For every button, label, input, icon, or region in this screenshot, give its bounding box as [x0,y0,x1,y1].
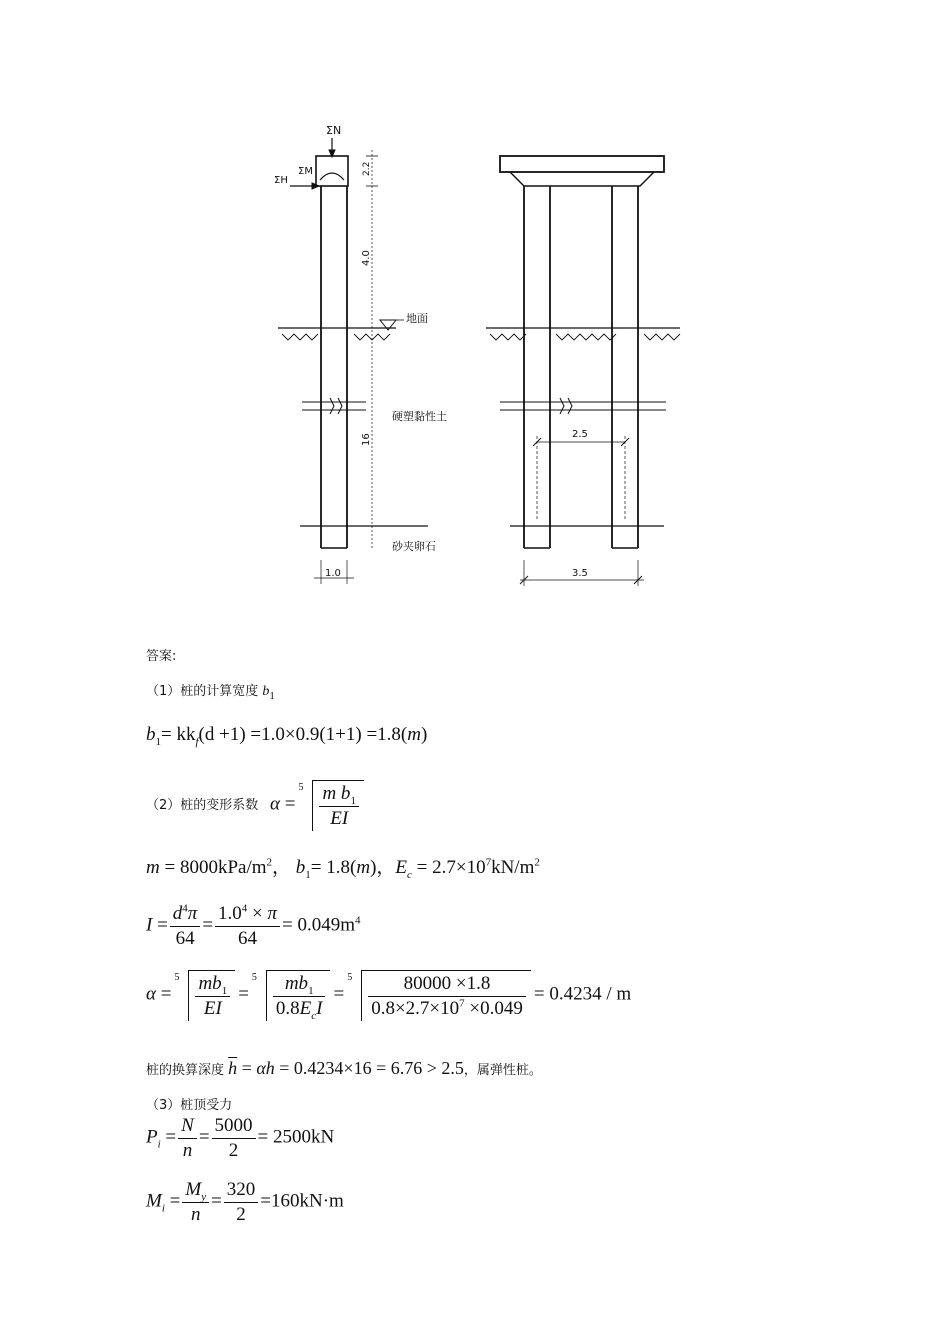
dim-cap-label: 2.2 [362,161,372,176]
left-elevation-view [278,138,428,584]
eq-alpha-den: 0.8×2.7×10 [371,997,460,1019]
eq-m-result: =160kN·m [260,1190,344,1212]
load-m-label: ΣM [298,166,313,177]
eq-alpha-calc: α = 5 $\frac{mb_1}{EI}$ = 5 $\frac{mb_1}{0.8E_cI}$ = 5 $\frac{80000 \times 1.8}{0.8\times 2.7\times 10^7 \times 0.049}$ = 0.4234 / m [146,972,632,1022]
step-depth: 桩的换算深度 $\overline{h} = \alpha h = 0.4234\times 16 = 6.76 > 2.5$，属弹性桩。 [146,1058,542,1078]
eq-ec-val: = 2.7×10 [416,857,486,878]
eq-alpha-def: α = 5 $\frac{m b_1}{EI}$ [270,780,367,831]
gravel-layer-label: 砂夹卵石 [392,540,436,553]
eq-p-den: 2 [228,1139,239,1161]
answer-label: 答案: [146,649,177,664]
eq-pile-moment: $M_i$ = $\frac{M_y}{n}$ = $\frac{320}{2}$ =160kN·m [146,1179,344,1225]
eq-b1-part2: (d +1) =1.0×0.9(1+1) =1.8( [198,724,408,745]
eq-b1: $b_1= kk_f(d +1) =1.0\times 0.9(1+1) =1.8(m)$ [146,724,428,748]
eq-b1-val: 1.8( [326,857,357,878]
load-n-label: ΣN [326,124,342,137]
depth-suffix: ，属弹性桩。 [463,1063,542,1078]
right-elevation-view [486,156,680,586]
step2-text: （2）桩的变形系数 [146,798,259,813]
eq-i-result: = 0.049m [282,914,356,936]
pile-foundation-figure [0,0,950,620]
load-h-label: ΣH [274,175,288,186]
cap-width-label: 3.5 [572,568,588,579]
pile-diameter-label: 1.0 [325,568,341,579]
clay-layer-label: 硬塑黏性土 [392,410,447,423]
eq-p-num: 5000 [212,1114,256,1139]
eq-b1-part1: = kk [161,724,196,745]
ground-label: 地面 [406,312,428,325]
eq-params: $m = 8000kPa/m^2$， $b_1= 1.8(m)$，$E_c = 2.7\times 10^7kN/m^2$ [146,856,540,881]
step3-heading: （3）桩顶受力 [146,1098,233,1113]
dim-above-label: 4.0 [361,250,372,266]
eq-inertia: I = $\frac{d^4\pi}{64}$ = $\frac{1.0^4 \times \pi}{64}$ = $0.049m^4$ [146,902,361,949]
eq-m-val: = 8000kPa/m [164,857,267,878]
eq-h: = 0.4234×16 = 6.76 > 2.5 [279,1058,464,1078]
eq-pile-force: $P_i$ = $\frac{N}{n}$ = $\frac{5000}{2}$ = 2500kN [146,1115,335,1161]
eq-ec-unit: kN/m [491,857,535,878]
step1-text: （1）桩的计算宽度 [146,684,259,699]
eq-m-num: 320 [224,1178,259,1203]
eq-alpha-den-tail: ×0.049 [469,997,523,1019]
dim-embed-label: 16 [361,433,372,446]
step1-heading: （1）桩的计算宽度 $b_1$ [146,684,275,702]
depth-prefix: 桩的换算深度 [146,1063,225,1078]
step2-heading [146,794,258,813]
eq-alpha-num: 80000 ×1.8 [368,972,526,997]
eq-m-den: 2 [236,1203,246,1225]
eq-p-result: = 2500kN [257,1126,335,1148]
eq-alpha-result: = 0.4234 / m [533,983,632,1005]
pile-spacing-label: 2.5 [572,429,588,440]
